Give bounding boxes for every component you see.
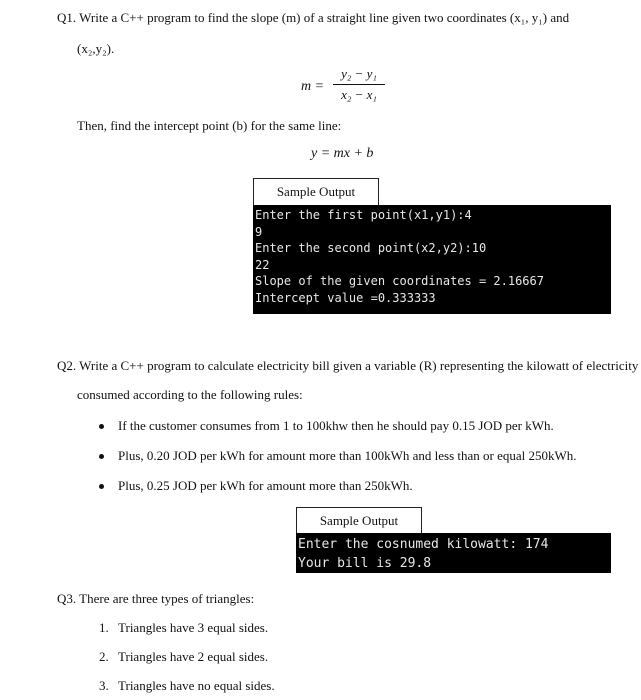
console-line: Enter the cosnumed kilowatt: 174	[298, 537, 549, 552]
console-line: Intercept value =0.333333	[255, 290, 436, 305]
q2-console-output	[296, 533, 611, 573]
q1-sample-output-label: Sample Output	[253, 178, 379, 206]
line-equation: y = mx + b	[311, 146, 374, 161]
fraction-bar	[333, 84, 385, 85]
slope-numerator: y₂ − y₁	[341, 66, 377, 81]
console-line: Your bill is 29.8	[298, 556, 432, 571]
q3-heading: Q3. There are three types of triangles:	[57, 591, 255, 606]
q2-heading-line1: Q2. Write a C++ program to calculate electricity bill given a variable (R) representing the kilowatt of electricity	[57, 358, 639, 373]
q3-item-number: 2.	[99, 649, 109, 664]
bullet-icon	[99, 424, 104, 429]
q1-heading-line2: (x₂,y₂).	[77, 41, 115, 56]
q2-rule-2: Plus, 0.20 JOD per kWh for amount more than 100kWh and less than or equal 250kWh.	[118, 448, 577, 463]
slope-formula-fraction	[333, 66, 385, 103]
q1-then-text: Then, find the intercept point (b) for the same line:	[77, 118, 342, 133]
q3-item-number: 1.	[99, 620, 109, 635]
bullet-icon	[99, 454, 104, 459]
q3-item-number: 3.	[99, 678, 109, 693]
slope-formula-lhs: m =	[301, 79, 325, 94]
bullet-icon	[99, 484, 104, 489]
console-line: 9	[255, 224, 263, 239]
slope-denominator: x₂ − x₁	[341, 87, 377, 102]
q2-sample-output-label: Sample Output	[296, 507, 422, 535]
q3-item-text: Triangles have 3 equal sides.	[118, 620, 269, 635]
console-line: Enter the first point(x1,y1):4	[255, 208, 472, 222]
console-line: Enter the second point(x2,y2):10	[255, 241, 487, 255]
q2-heading-line2: consumed according to the following rules:	[77, 387, 303, 402]
q1-heading-line1: Q1. Write a C++ program to find the slope (m) of a straight line given two coordinates (x₁, y₁) and	[57, 10, 570, 25]
q3-item-text: Triangles have no equal sides.	[118, 678, 275, 693]
q1-console-output	[253, 205, 611, 314]
console-line: 22	[255, 257, 270, 272]
q2-rule-1: If the customer consumes from 1 to 100khw then he should pay 0.15 JOD per kWh.	[118, 418, 554, 433]
console-line: Slope of the given coordinates = 2.16667	[255, 274, 544, 288]
q2-rule-3: Plus, 0.25 JOD per kWh for amount more than 250kWh.	[118, 478, 413, 493]
q3-item-text: Triangles have 2 equal sides.	[118, 649, 269, 664]
